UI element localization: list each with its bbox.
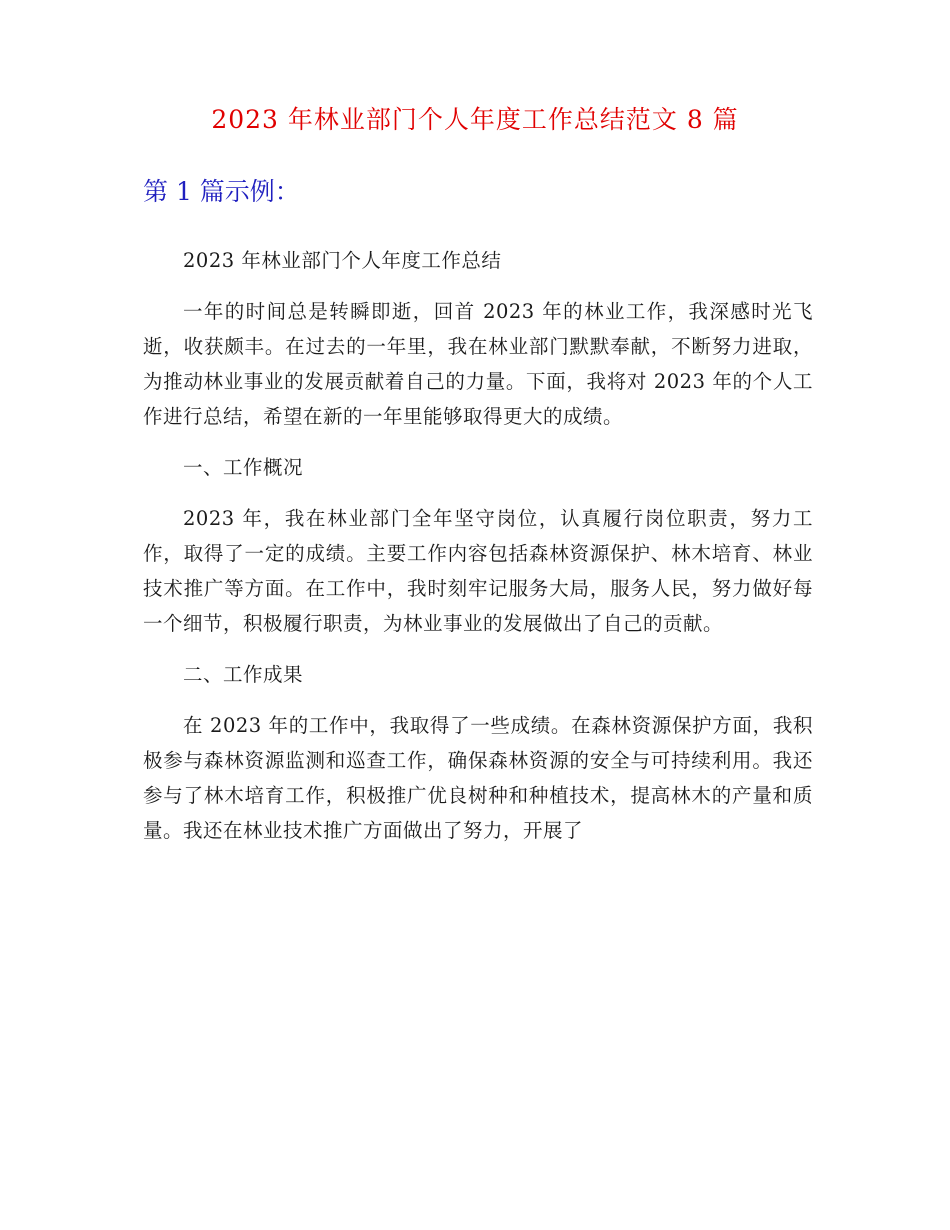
- work-results-paragraph: 在 2023 年的工作中，我取得了一些成绩。在森林资源保护方面，我积极参与森林资源监测和巡查工作，确保森林资源的安全与可持续利用。我还参与了林木培育工作，积极推广优良树种和种植技术，提高林木的产量和质量。我还在林业技术推广方面做出了努力，开展了: [143, 714, 813, 842]
- work-overview-paragraph: 2023 年，我在林业部门全年坚守岗位，认真履行岗位职责，努力工作，取得了一定的成绩。主要工作内容包括森林资源保护、林木培育、林业技术推广等方面。在工作中，我时刻牢记服务大局，服务人民，努力做好每一个细节，积极履行职责，为林业事业的发展做出了自己的贡献。: [143, 507, 813, 635]
- subheading-work-results: 二、工作成果: [183, 663, 304, 686]
- subtitle-paragraph: 2023 年林业部门个人年度工作总结: [183, 249, 502, 272]
- intro-paragraph: 一年的时间总是转瞬即逝，回首 2023 年的林业工作，我深感时光飞逝，收获颇丰。在过去的一年里，我在林业部门默默奉献，不断努力进取，为推动林业事业的发展贡献着自己的力量。下面，我将对 2023 年的个人工作进行总结，希望在新的一年里能够取得更大的成绩。: [143, 300, 813, 428]
- subheading-work-overview: 一、工作概况: [183, 456, 304, 479]
- document-body: [143, 243, 813, 864]
- document-title: 2023 年林业部门个人年度工作总结范文 8 篇: [211, 105, 739, 134]
- section-heading: 第 1 篇示例：: [143, 177, 300, 206]
